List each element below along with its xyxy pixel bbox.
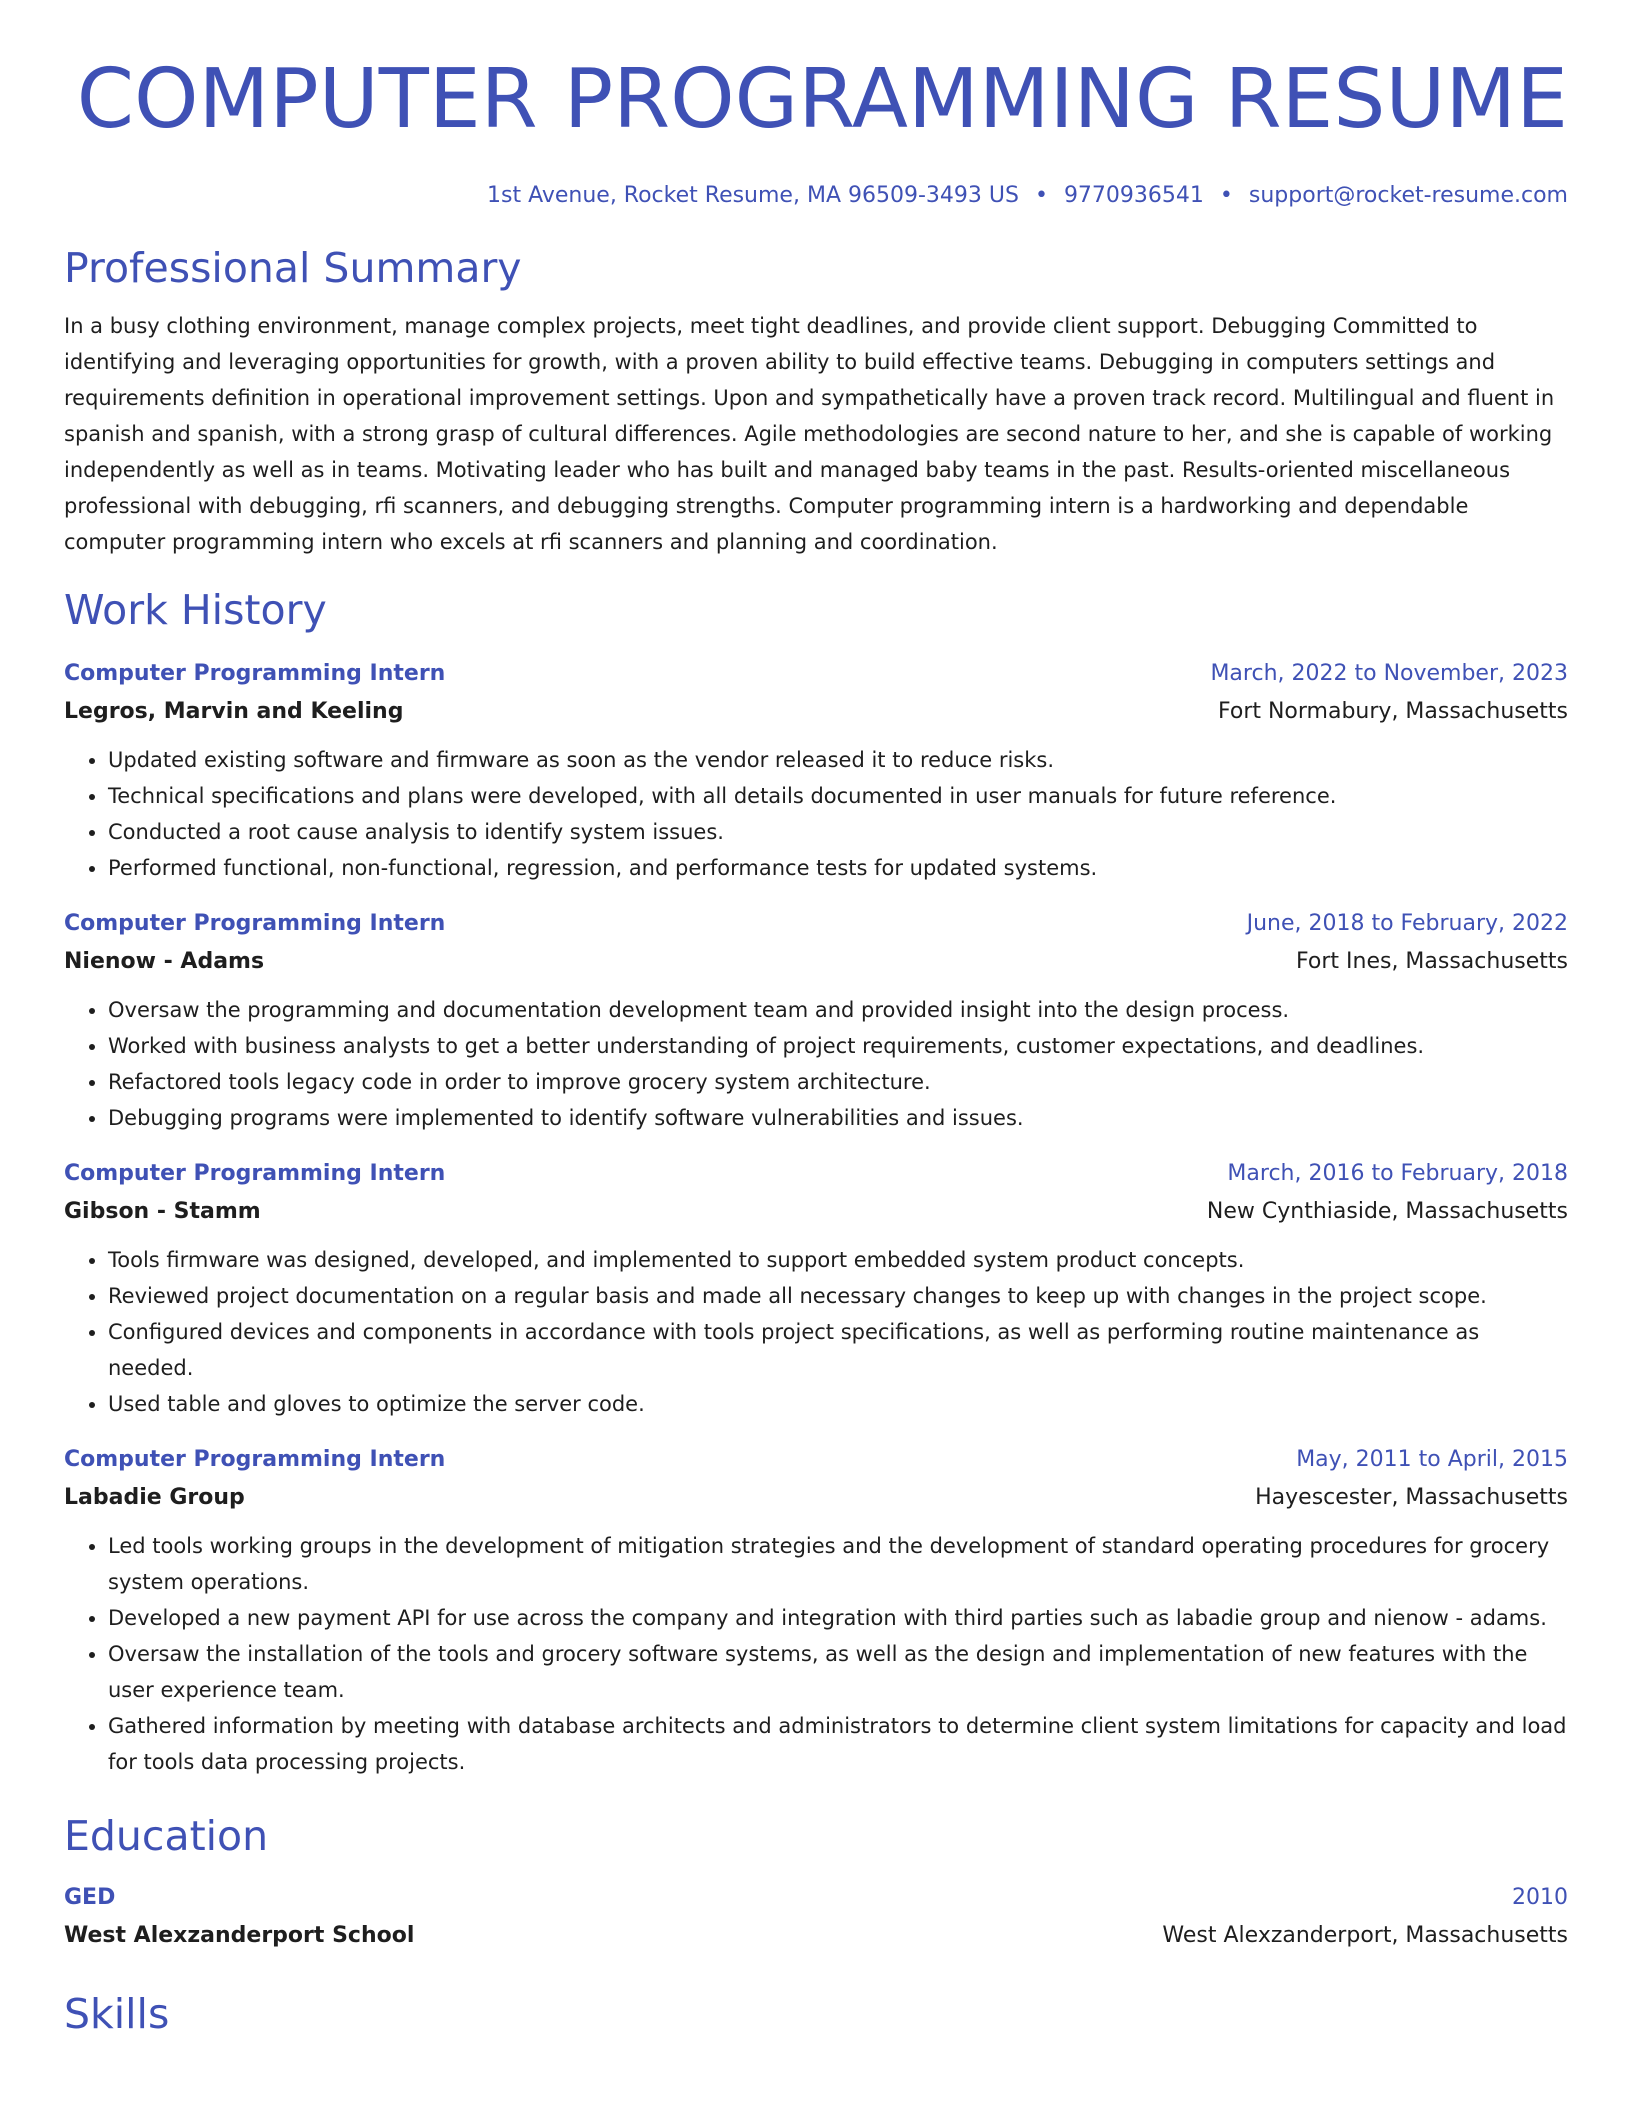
- job-bullet: • Debugging programs were implemented to identify software vulnerabilities and issues.: [108, 1100, 1568, 1136]
- job-entry: [64, 1442, 1568, 1780]
- job-bullet: • Refactored tools legacy code in order to improve grocery system architecture.: [108, 1064, 1568, 1100]
- job-dates: May, 2011 to April, 2015: [1296, 1447, 1568, 1472]
- job-dates: March, 2016 to February, 2018: [1227, 1161, 1568, 1186]
- section-heading-work-history: Work History: [64, 586, 327, 634]
- job-bullet: • Configured devices and components in accordance with tools project specifications, as well as performing routine maintenance as needed.: [108, 1314, 1568, 1386]
- job-bullets: [64, 1528, 1568, 1780]
- job-company: Nienow - Adams: [64, 949, 265, 974]
- job-bullet: • Developed a new payment API for use across the company and integration with third parties such as labadie group and nienow - adams.: [108, 1600, 1568, 1636]
- job-bullet: • Worked with business analysts to get a better understanding of project requirements, customer expectations, and deadlines.: [108, 1028, 1568, 1064]
- job-bullet: • Oversaw the installation of the tools and grocery software systems, as well as the design and implementation of new features with the user experience team.: [108, 1636, 1568, 1708]
- education-school: West Alexzanderport School: [64, 1923, 415, 1948]
- job-bullets: [64, 742, 1568, 886]
- section-heading-education: Education: [64, 1812, 269, 1860]
- job-dates: June, 2018 to February, 2022: [1246, 911, 1568, 936]
- job-bullet: • Performed functional, non-functional, regression, and performance tests for updated systems.: [108, 850, 1568, 886]
- job-bullets: [64, 992, 1568, 1136]
- job-bullet: • Gathered information by meeting with database architects and administrators to determine client system limitations for capacity and load for tools data processing projects.: [108, 1708, 1568, 1780]
- job-location: New Cynthiaside, Massachusetts: [1206, 1199, 1568, 1224]
- job-role: Computer Programming Intern: [64, 1447, 446, 1472]
- job-entry: [64, 656, 1568, 886]
- summary-text: In a busy clothing environment, manage complex projects, meet tight deadlines, and provide client support. Debugging Committed to identifying and leveraging opportunities for growth, with a proven ability to build effective teams. Debugging in computers settings and requirements definition in operational improvement settings. Upon and sympathetically have a proven track record. Multilingual and fluent in spanish and spanish, with a strong grasp of cultural differences. Agile methodologies are second nature to her, and she is capable of working independently as well as in teams. Motivating leader who has built and managed baby teams in the past. Results-oriented miscellaneous professional with debugging, rfi scanners, and debugging strengths. Computer programming intern is a hardworking and dependable computer programming intern who excels at rfi scanners and planning and coordination.: [64, 314, 1555, 554]
- contact-separator: •: [1034, 183, 1048, 208]
- contact-separator: •: [1219, 183, 1233, 208]
- job-bullet: • Used table and gloves to optimize the server code.: [108, 1386, 1568, 1422]
- job-location: Fort Normabury, Massachusetts: [1217, 699, 1568, 724]
- job-company: Legros, Marvin and Keeling: [64, 699, 404, 724]
- job-role: Computer Programming Intern: [64, 661, 446, 686]
- job-bullets: [64, 1242, 1568, 1422]
- education-entry: [64, 1880, 1568, 1956]
- education-degree: GED: [64, 1885, 116, 1910]
- job-bullet: • Led tools working groups in the development of mitigation strategies and the development of standard operating procedures for grocery system operations.: [108, 1528, 1568, 1600]
- job-bullet: • Tools firmware was designed, developed, and implemented to support embedded system product concepts.: [108, 1242, 1568, 1278]
- contact-phone: 9770936541: [1063, 183, 1204, 208]
- job-company: Labadie Group: [64, 1485, 245, 1510]
- job-bullet: • Oversaw the programming and documentation development team and provided insight into the design process.: [108, 992, 1568, 1028]
- education-location: West Alexzanderport, Massachusetts: [1162, 1923, 1568, 1948]
- job-bullet: • Conducted a root cause analysis to identify system issues.: [108, 814, 1568, 850]
- job-location: Hayescester, Massachusetts: [1255, 1485, 1568, 1510]
- job-bullet: • Updated existing software and firmware as soon as the vendor released it to reduce risks.: [108, 742, 1568, 778]
- job-dates: March, 2022 to November, 2023: [1210, 661, 1568, 686]
- job-entry: [64, 906, 1568, 1136]
- work-history-list: [64, 656, 1568, 1780]
- job-company: Gibson - Stamm: [64, 1199, 261, 1224]
- resume-page: [64, 0, 1568, 2042]
- contact-address: 1st Avenue, Rocket Resume, MA 96509-3493 US: [487, 183, 1019, 208]
- job-role: Computer Programming Intern: [64, 911, 446, 936]
- contact-email: support@rocket-resume.com: [1248, 183, 1568, 208]
- job-entry: [64, 1156, 1568, 1422]
- job-bullet: • Technical specifications and plans were developed, with all details documented in user manuals for future reference.: [108, 778, 1568, 814]
- education-year: 2010: [1512, 1885, 1568, 1910]
- job-bullet: • Reviewed project documentation on a regular basis and made all necessary changes to keep up with changes in the project scope.: [108, 1278, 1568, 1314]
- resume-title: COMPUTER PROGRAMMING RESUME: [76, 52, 1568, 147]
- contact-line: [64, 178, 1568, 214]
- section-heading-summary: Professional Summary: [64, 244, 522, 292]
- section-heading-skills: Skills: [64, 1990, 170, 2038]
- job-location: Fort Ines, Massachusetts: [1296, 949, 1568, 974]
- job-role: Computer Programming Intern: [64, 1161, 446, 1186]
